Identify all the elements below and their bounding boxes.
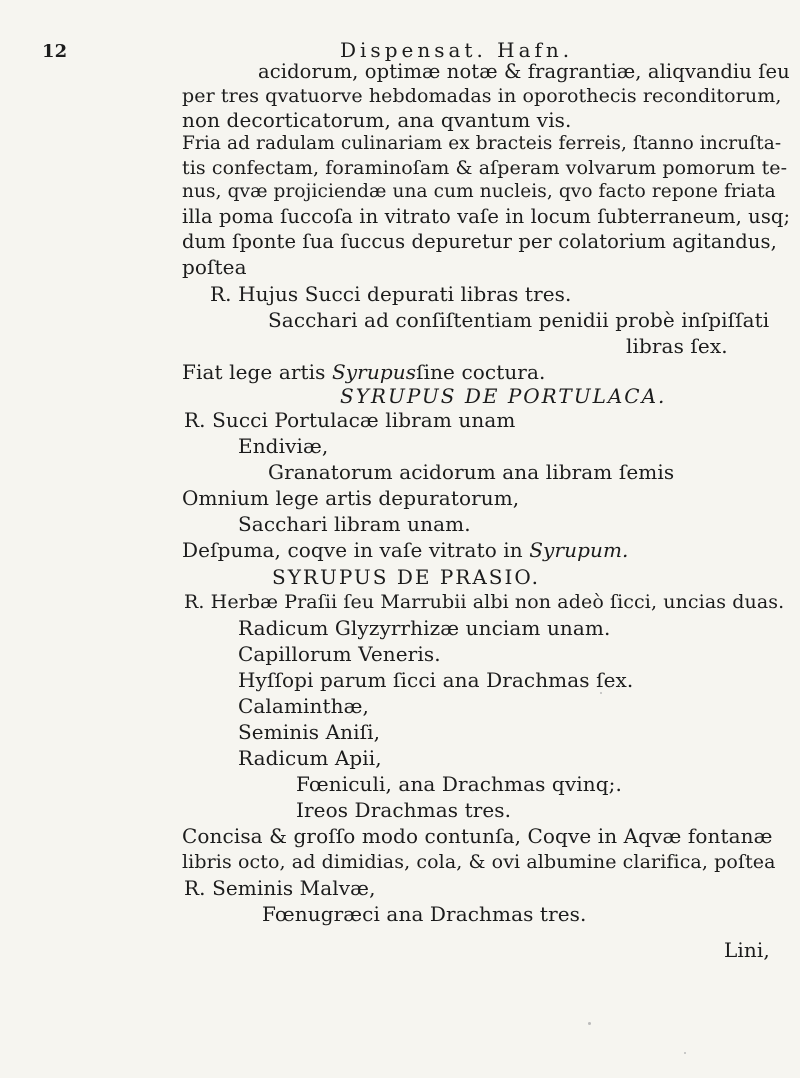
text-line-2: per tres qvatuorve hebdomadas in oporothecis reconditorum, [182,85,782,107]
text-line-37: Fœnugræci ana Drachmas tres. [262,902,587,926]
text-line-31: Radicum Apii, [238,746,382,770]
text-line-1: acidorum, optimæ notæ & fragrantiæ, aliqvandiu ſeu [258,60,790,83]
text-line-26: Radicum Glyzyrrhizæ unciam unam. [238,616,611,640]
fiat-rest: ſine coctura. [416,360,546,384]
despuma-text: Deſpuma, coqve in vaſe vitrato in [182,538,523,562]
heading-syrupus-de-prasio: SYRUPUS DE PRASIO. [272,565,540,589]
catchword: Lini, [724,938,770,962]
fiat-line [182,360,545,384]
text-line-20: Omnium lege artis depuratorum, [182,486,520,510]
text-line-19: Granatorum acidorum ana libram ſemis [268,460,675,484]
text-line-5: tis confectam, foraminoſam & aſperam volvarum pomorum te- [182,157,788,179]
running-title: Dispensat. Hafn. [340,38,574,62]
syrupus-italic: Syrupus [331,360,417,384]
text-line-10: R. Hujus Succi depurati libras tres. [210,282,572,306]
paper-speck [600,692,602,694]
text-line-33: Ireos Drachmas tres. [296,798,512,822]
text-line-28: Hyſſopi parum ſicci ana Drachmas ſex. [238,668,634,692]
text-line-29: Calaminthæ, [238,694,369,718]
text-line-12: libras ſex. [626,334,728,358]
text-line-21: Sacchari libram unam. [238,512,471,536]
text-line-4: Fria ad radulam culinariam ex bracteis ferreis, ſtanno incruſta- [182,133,782,154]
text-line-32: Fœniculi, ana Drachmas qvinq;. [296,772,622,796]
syrupum-italic: Syrupum. [529,538,629,562]
despuma-line [182,538,629,562]
text-line-11: Sacchari ad conſiſtentiam penidii probè inſpiſſati [268,308,770,332]
heading-syrupus-de-portulaca: SYRUPUS DE PORTULACA. [340,384,667,408]
text-line-3: non decorticatorum, ana qvantum vis. [182,108,572,132]
text-line-6: nus, qvæ projiciendæ una cum nucleis, qvo facto repone friata [182,181,776,202]
text-line-17: R. Succi Portulacæ libram unam [184,408,516,432]
page-number: 12 [42,41,68,62]
text-line-36: R. Seminis Malvæ, [184,876,376,900]
text-line-18: Endiviæ, [238,434,329,458]
text-line-27: Capillorum Veneris. [238,642,441,666]
text-line-35: libris octo, ad dimidias, cola, & ovi albumine clarifica, poſtea [182,851,776,873]
fiat-text: Fiat lege artis [182,360,326,384]
text-line-9: poſtea [182,255,247,279]
paper-speck [684,1052,686,1054]
paper-speck [588,1022,591,1025]
text-line-30: Seminis Aniſi, [238,720,381,744]
text-line-7: illa poma ſuccoſa in vitrato vaſe in locum ſubterraneum, usq; [182,205,791,228]
text-line-34: Concisa & groſſo modo contunſa, Coqve in Aqvæ fontanæ [182,824,773,848]
text-line-25: R. Herbæ Praſii ſeu Marrubii albi non adeò ſicci, uncias duas. [184,591,785,613]
text-line-8: dum ſponte ſua ſuccus depuretur per colatorium agitandus, [182,230,777,253]
